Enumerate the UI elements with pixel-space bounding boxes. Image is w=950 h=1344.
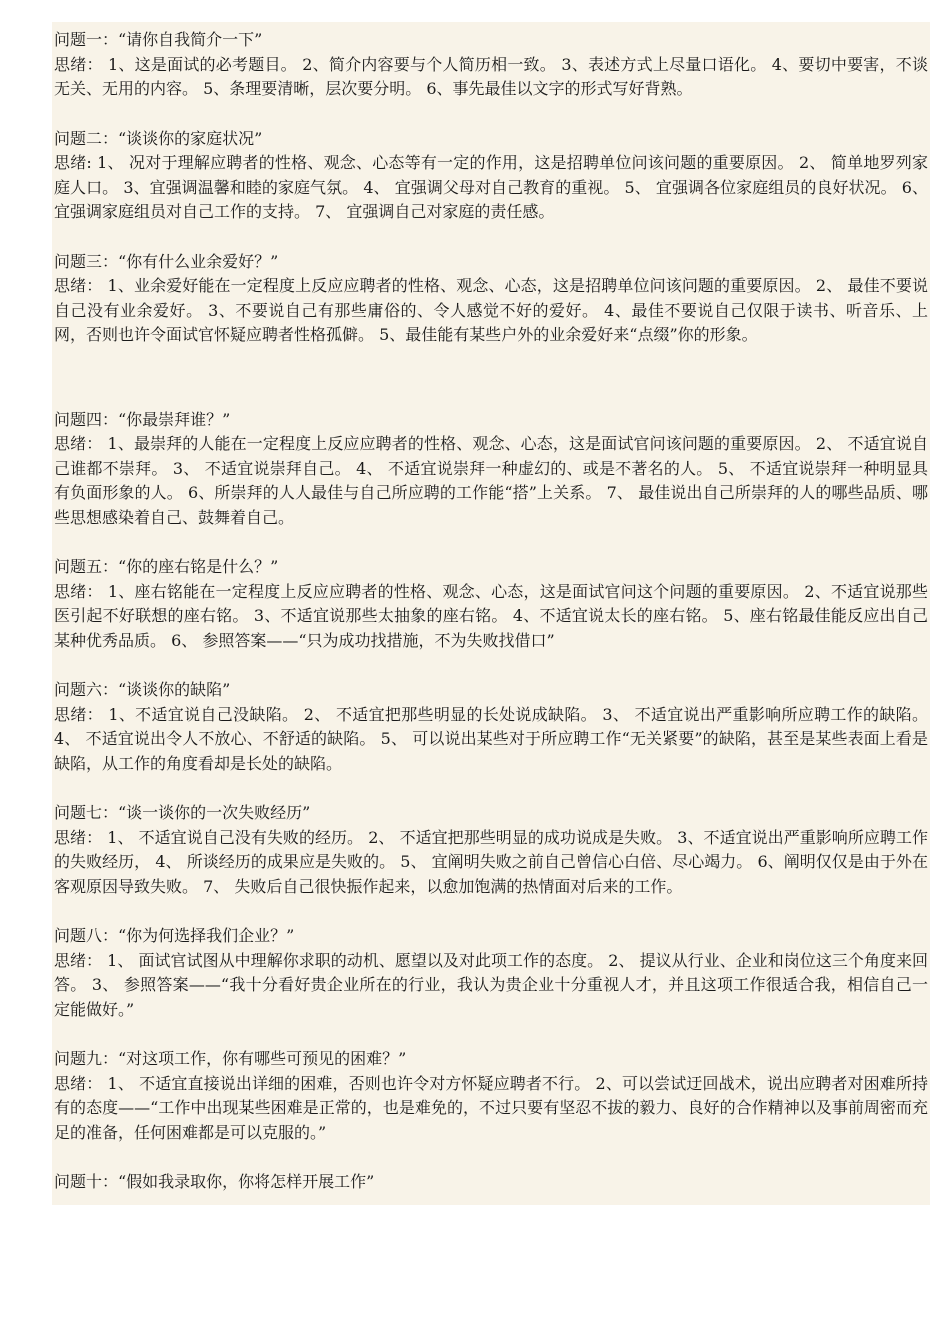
question-block-1 <box>54 28 928 102</box>
question-block-7 <box>54 801 928 899</box>
question-answer: 思绪： 1、座右铭能在一定程度上反应应聘者的性格、观念、心态，这是面试官问这个问题的重要原因。 2、不适宜说那些医引起不好联想的座右铭。 3、不适宜说那些太抽象的座右铭。 4、不适宜说太长的座右铭。 5、座右铭最佳能反应出自己某种优秀品质。 6、 参照答案——“只为成功找措施，不为失败找借口” <box>54 581 928 650</box>
question-answer: 思绪： 1、业余爱好能在一定程度上反应应聘者的性格、观念、心态，这是招聘单位问该问题的重要原因。 2、 最佳不要说自己没有业余爱好。 3、不要说自己有那些庸俗的、令人感觉不好的爱好。 4、最佳不要说自己仅限于读书、听音乐、上网，否则也许令面试官怀疑应聘者性格孤僻。 5、最佳能有某些户外的业余爱好来“点缀”你的形象。 <box>54 276 928 344</box>
question-title: 问题十：“假如我录取你，你将怎样开展工作” <box>54 1172 375 1191</box>
question-title: 问题五：“你的座右铭是什么？” <box>54 557 279 576</box>
question-block-3 <box>54 250 928 348</box>
question-answer: 思绪： 1、 面试官试图从中理解你求职的动机、愿望以及对此项工作的态度。 2、 提议从行业、企业和岗位这三个角度来回答。 3、 参照答案——“我十分看好贵企业所在的行业，我认为贵企业十分重视人才，并且这项工作很适合我，相信自己一定能做好。” <box>54 950 928 1019</box>
document-content <box>52 22 930 1205</box>
question-block-10 <box>54 1170 928 1195</box>
question-block-8 <box>54 924 928 1022</box>
question-answer: 思绪： 1、这是面试的必考题目。 2、简介内容要与个人简历相一致。 3、表述方式上尽量口语化。 4、要切中要害，不谈无关、无用的内容。 5、条理要清晰，层次要分明。 6、事先最佳以文字的形式写好背熟。 <box>54 54 928 98</box>
question-title: 问题八：“你为何选择我们企业？” <box>54 926 295 945</box>
question-answer: 思绪: 1、 况对于理解应聘者的性格、观念、心态等有一定的作用，这是招聘单位问该问题的重要原因。 2、 简单地罗列家庭人口。 3、宜强调温馨和睦的家庭气氛。 4、 宜强调父母对自己教育的重视。 5、 宜强调各位家庭组员的良好状况。 6、 宜强调家庭组员对自己工作的支持。 7、 宜强调自己对家庭的责任感。 <box>54 153 928 221</box>
question-title: 问题九：“对这项工作，你有哪些可预见的困难？” <box>54 1049 407 1068</box>
question-answer: 思绪： 1、最崇拜的人能在一定程度上反应应聘者的性格、观念、心态，这是面试官问该问题的重要原因。 2、 不适宜说自己谁都不崇拜。 3、 不适宜说崇拜自己。 4、 不适宜说崇拜一种虚幻的、或是不著名的人。 5、 不适宜说崇拜一种明显具有负面形象的人。 6、所崇拜的人人最佳与自己所应聘的工作能“搭”上关系。 7、 最佳说出自己所崇拜的人的哪些品质、哪些思想感染着自己、鼓舞着自己。 <box>54 434 928 527</box>
question-answer: 思绪： 1、 不适宜说自己没有失败的经历。 2、 不适宜把那些明显的成功说成是失败。 3、不适宜说出严重影响所应聘工作的失败经历， 4、 所谈经历的成果应是失败的。 5、 宜阐明失败之前自己曾信心白倍、尽心竭力。 6、阐明仅仅是由于外在客观原因导致失败。 7、 失败后自己很快振作起来，以愈加饱满的热情面对后来的工作。 <box>54 827 928 896</box>
question-title: 问题七：“谈一谈你的一次失败经历” <box>54 803 311 822</box>
question-block-5 <box>54 555 928 653</box>
question-block-9 <box>54 1047 928 1145</box>
question-title: 问题四：“你最崇拜谁？” <box>54 409 231 429</box>
question-title: 问题三：“你有什么业余爱好？” <box>54 251 279 271</box>
question-block-4 <box>54 408 928 531</box>
question-block-6 <box>54 678 928 776</box>
question-title: 问题一：“请你自我简介一下” <box>54 30 263 49</box>
question-title: 问题六：“谈谈你的缺陷” <box>54 680 231 699</box>
question-block-2 <box>54 127 928 225</box>
question-answer: 思绪： 1、不适宜说自己没缺陷。 2、 不适宜把那些明显的长处说成缺陷。 3、 不适宜说出严重影响所应聘工作的缺陷。 4、 不适宜说出令人不放心、不舒适的缺陷。 5、 可以说出某些对于所应聘工作“无关紧要”的缺陷，甚至是某些表面上看是缺陷，从工作的角度看却是长处的缺陷。 <box>54 704 928 773</box>
question-title: 问题二：“谈谈你的家庭状况” <box>54 128 263 148</box>
question-answer: 思绪： 1、 不适宜直接说出详细的困难，否则也许令对方怀疑应聘者不行。 2、可以尝试迂回战术，说出应聘者对困难所持有的态度——“工作中出现某些困难是正常的，也是难免的，不过只要有坚忍不拔的毅力、良好的合作精神以及事前周密而充足的准备，任何困难都是可以克服的。” <box>54 1073 928 1142</box>
